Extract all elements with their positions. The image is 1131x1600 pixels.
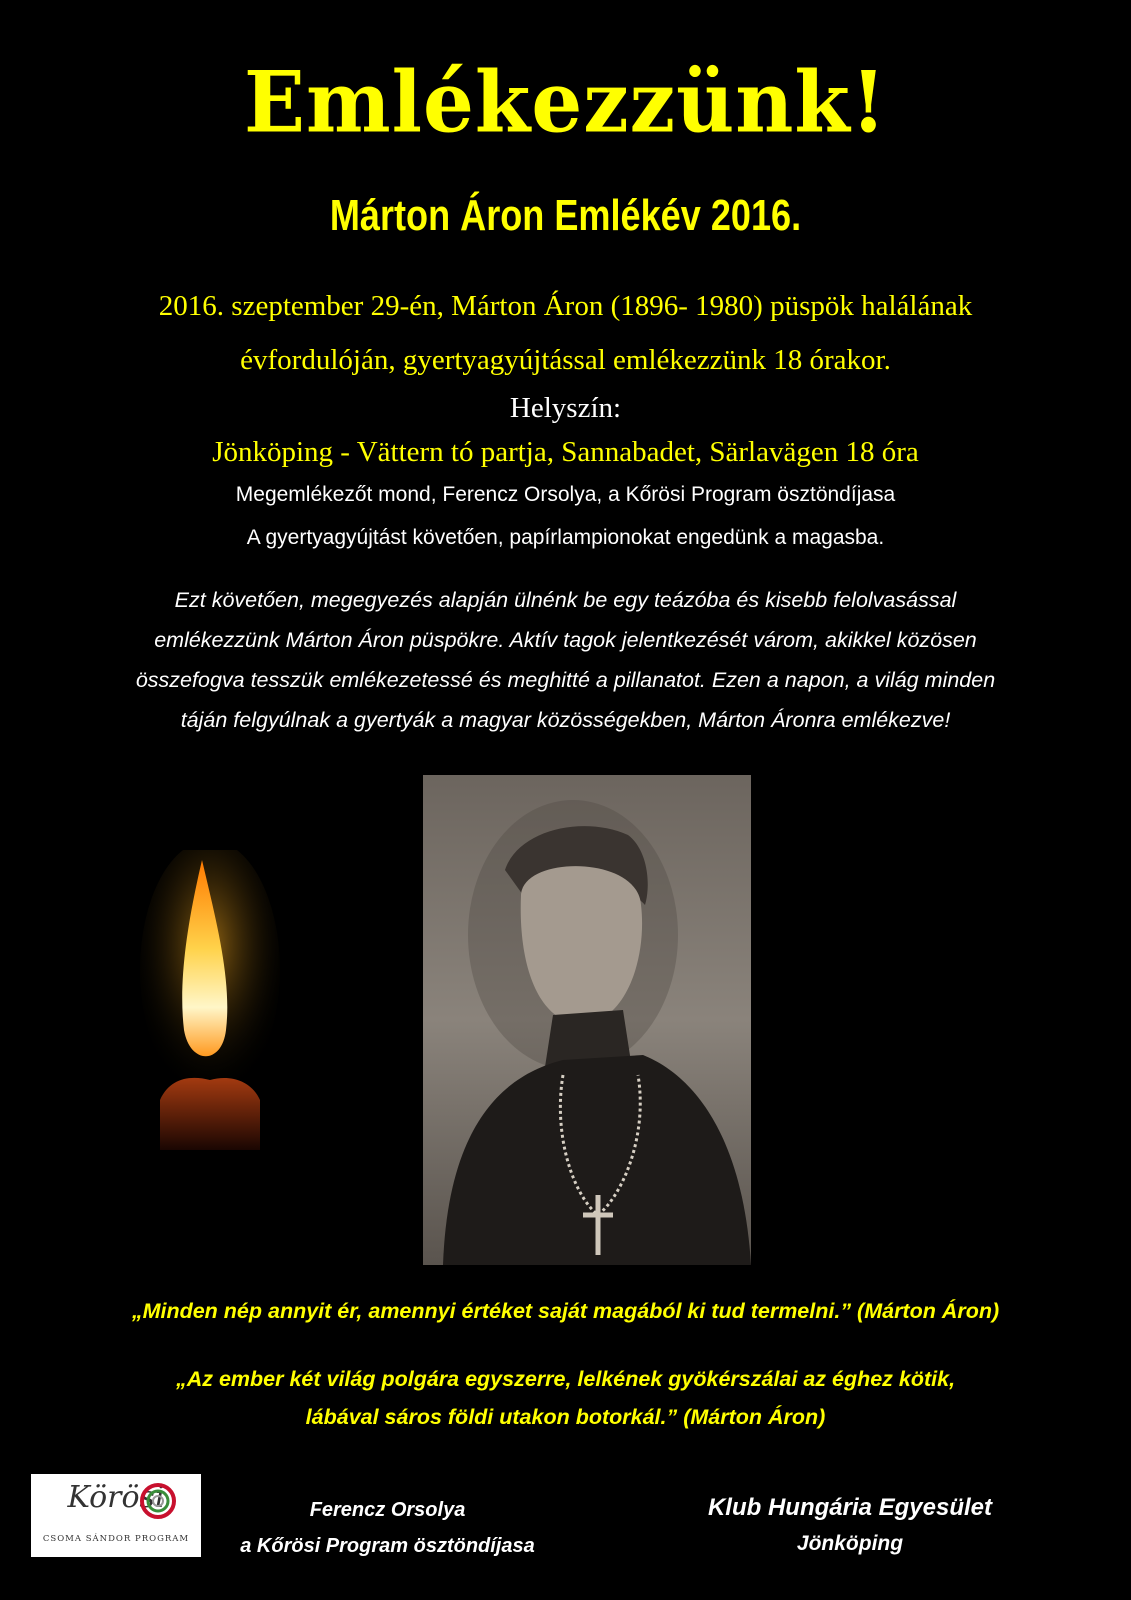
paragraph-line: Ezt követően, megegyezés alapján ülnénk be egy teázóba és kisebb felolvasással [174, 588, 957, 612]
event-date-line: 2016. szeptember 29-én, Márton Áron (1896- 1980) püspök halálának [158, 290, 973, 322]
location-text: Jönköping - Vättern tó partja, Sannabadet, Särlavägen 18 óra [212, 436, 919, 468]
logo-word: Körösi [67, 1480, 165, 1515]
footer-name: Ferencz Orsolya [309, 1499, 466, 1521]
logo-subtitle: CSOMA SÁNDOR PROGRAM [42, 1534, 190, 1544]
lanterns-text: A gyertyagyújtást követően, papírlampionokat engedünk a magasba. [246, 526, 885, 549]
quote-2-line-1: „Az ember két világ polgára egyszerre, lelkének gyökérszálai az éghez kötik, [175, 1367, 956, 1391]
tricolor-spiral-icon [139, 1482, 177, 1520]
paragraph-line: emlékezzünk Márton Áron püspökre. Aktív tagok jelentkezését várom, akikkel közösen [154, 628, 977, 652]
footer-role: a Kőrösi Program ösztöndíjasa [240, 1535, 535, 1557]
candle-flame-icon [140, 850, 280, 1150]
quote-2 [0, 1360, 1131, 1436]
footer-right [640, 1490, 1060, 1562]
page-subtitle: Márton Áron Emlékév 2016. [329, 191, 802, 240]
korosi-logo [31, 1474, 201, 1557]
portrait-figure [423, 775, 751, 1265]
paragraph-line: táján felgyúlnak a gyertyák a magyar közösségekben, Márton Áronra emlékezve! [180, 708, 951, 732]
location-label: Helyszín: [509, 392, 622, 424]
quote-1: „Minden nép annyit ér, amennyi értéket saját magából ki tud termelni.” (Márton Áron) [131, 1299, 1000, 1323]
description-paragraph [0, 580, 1131, 740]
page-title: Emlékezzünk! [244, 52, 887, 152]
portrait-photo [423, 775, 751, 1265]
footer-organization: Klub Hungária Egyesület [707, 1494, 993, 1521]
event-time-line: évfordulóján, gyertyagyújtással emlékezzünk 18 órakor. [240, 344, 891, 376]
paragraph-line: összefogva tesszük emlékezetessé és meghitté a pillanatot. Ezen a napon, a világ minden [135, 668, 996, 692]
quote-2-line-2: lábával sáros földi utakon botorkál.” (Márton Áron) [305, 1405, 826, 1429]
speaker-text: Megemlékezőt mond, Ferencz Orsolya, a Kőrösi Program ösztöndíjasa [235, 483, 896, 506]
footer-left [205, 1492, 570, 1564]
footer-city: Jönköping [796, 1532, 904, 1555]
